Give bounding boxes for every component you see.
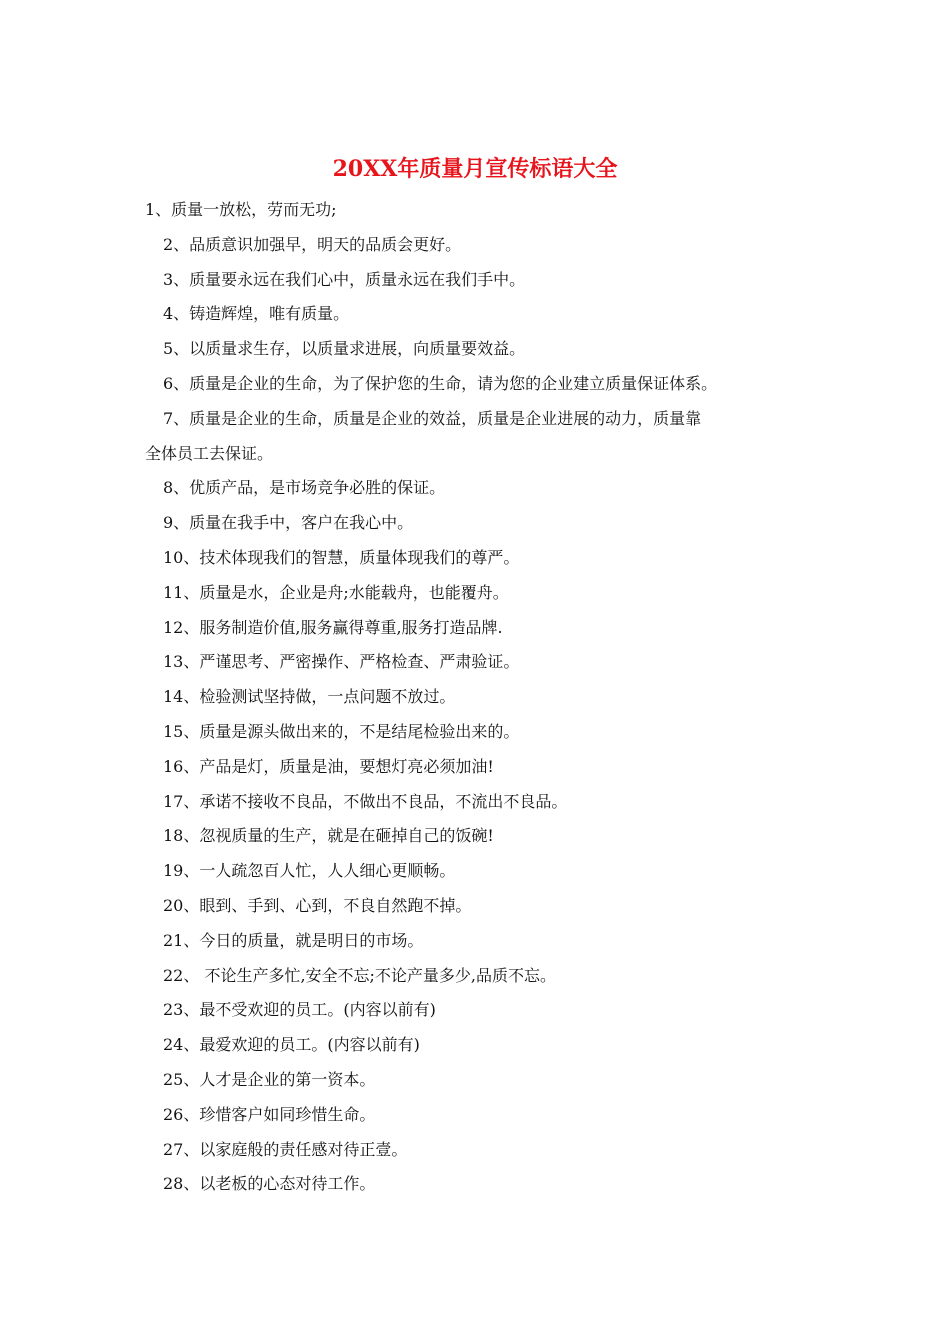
slogan-item: 20、眼到、手到、心到，不良自然跑不掉。: [163, 895, 472, 915]
slogan-item: 5、以质量求生存，以质量求进展，向质量要效益。: [163, 339, 526, 359]
slogan-item: 22、 不论生产多忙,安全不忘;不论产量多少,品质不忘。: [163, 965, 557, 985]
slogan-item: 11、质量是水，企业是舟;水能载舟，也能覆舟。: [163, 582, 509, 602]
slogan-item: 27、以家庭般的责任感对待正壹。: [163, 1139, 408, 1159]
slogan-continuation: 全体员工去保证。: [145, 443, 274, 463]
slogan-item: 15、质量是源头做出来的，不是结尾检验出来的。: [163, 721, 520, 741]
slogan-item: 1、质量一放松，劳而无功;: [145, 200, 337, 219]
slogan-item: 21、今日的质量，就是明日的市场。: [163, 930, 424, 950]
slogan-item: 8、优质产品，是市场竞争必胜的保证。: [163, 478, 446, 498]
slogan-item: 6、质量是企业的生命，为了保护您的生命，请为您的企业建立质量保证体系。: [163, 373, 718, 393]
document-title: 20XX年质量月宣传标语大全: [332, 156, 618, 182]
slogan-list: [145, 193, 825, 1202]
slogan-item: [145, 402, 825, 472]
slogan-item: 28、以老板的心态对待工作。: [163, 1174, 376, 1194]
slogan-item: 26、珍惜客户如同珍惜生命。: [163, 1104, 376, 1124]
slogan-item: 3、质量要永远在我们心中，质量永远在我们手中。: [163, 269, 526, 289]
slogan-item: 2、品质意识加强早，明天的品质会更好。: [163, 234, 462, 254]
slogan-text: 7、质量是企业的生命，质量是企业的效益，质量是企业进展的动力，质量靠: [163, 408, 702, 428]
slogan-item: 12、服务制造价值,服务赢得尊重,服务打造品牌.: [163, 617, 503, 637]
slogan-item: 13、严谨思考、严密操作、严格检查、严肃验证。: [163, 652, 520, 672]
slogan-item: 17、承诺不接收不良品，不做出不良品，不流出不良品。: [163, 791, 568, 811]
slogan-item: 25、人才是企业的第一资本。: [163, 1069, 376, 1089]
slogan-item: 16、产品是灯，质量是油，要想灯亮必须加油!: [163, 756, 494, 776]
slogan-item: 4、铸造辉煌，唯有质量。: [163, 304, 350, 324]
slogan-item: 18、忽视质量的生产，就是在砸掉自己的饭碗!: [163, 826, 494, 846]
slogan-item: 23、最不受欢迎的员工。(内容以前有): [163, 1000, 436, 1020]
slogan-item: 10、技术体现我们的智慧，质量体现我们的尊严。: [163, 547, 520, 567]
slogan-item: 19、一人疏忽百人忙，人人细心更顺畅。: [163, 861, 456, 881]
slogan-item: 24、最爱欢迎的员工。(内容以前有): [163, 1035, 420, 1055]
slogan-item: 9、质量在我手中，客户在我心中。: [163, 513, 414, 533]
slogan-item: 14、检验测试坚持做，一点问题不放过。: [163, 687, 456, 707]
